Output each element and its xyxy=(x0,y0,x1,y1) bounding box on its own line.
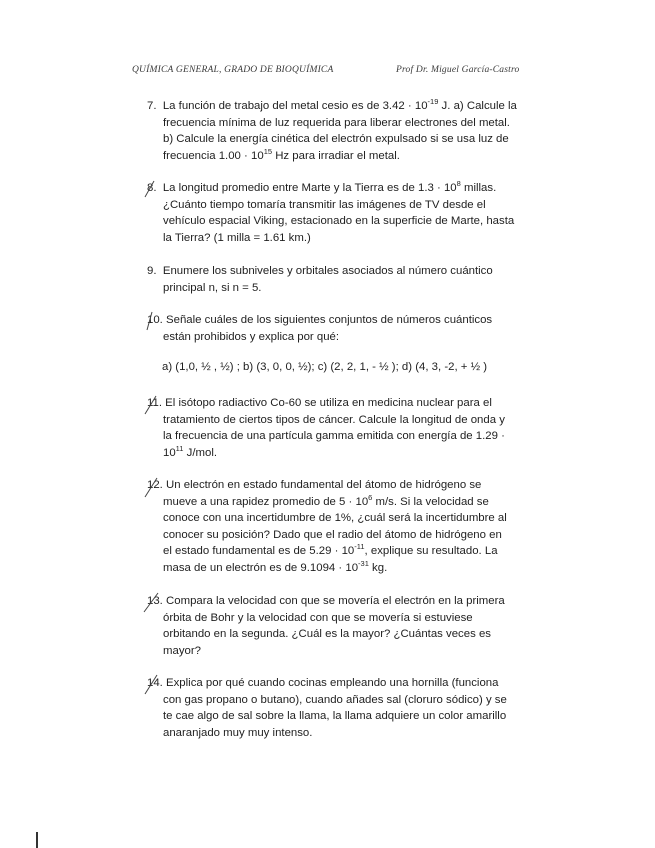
question-text: principal n, si n = 5. xyxy=(163,281,262,294)
question-number: 10. xyxy=(147,314,163,326)
question-text: la frecuencia de una partícula gamma emitida con energía de 1.29 · xyxy=(163,430,505,442)
question-text: tratamiento de ciertos tipos de cáncer. Calcule la longitud de onda y xyxy=(163,413,505,426)
question-text: Señale cuáles de los siguientes conjuntos de números cuánticos xyxy=(166,314,493,326)
question-text: ¿Cuánto tiempo tomaría transmitir las imágenes de TV desde el xyxy=(163,198,486,211)
question-text: conocer su posición? Dado que el radio del átomo de hidrógeno en xyxy=(163,528,502,541)
question-number: 13. xyxy=(147,595,163,607)
exponent: 11 xyxy=(175,443,184,453)
question-text: anaranjado muy muy intenso. xyxy=(163,726,313,739)
question-text: Un electrón en estado fundamental del átomo de hidrógeno se xyxy=(166,479,482,491)
question-text: frecuencia 1.00 · 10 xyxy=(163,149,264,162)
question-text: la Tierra? (1 milla = 1.61 km.) xyxy=(163,231,311,244)
question-12 xyxy=(147,477,535,576)
question-8 xyxy=(147,180,535,246)
question-text: están prohibidos y explica por qué: xyxy=(163,330,340,343)
exponent: 8 xyxy=(456,179,461,189)
question-text: mayor? xyxy=(163,644,201,657)
question-text: m/s. Si la velocidad se xyxy=(372,495,489,508)
course-header: QUÍMICA GENERAL, GRADO DE BIOQUÍMICA xyxy=(132,65,334,75)
question-number: 12. xyxy=(147,479,163,491)
question-text: b) Calcule la energía cinética del electrón expulsado si se usa luz de xyxy=(163,133,509,145)
question-text: te cae algo de sal sobre la llama, la llama adquiere un color amarillo xyxy=(163,710,507,722)
question-text: el estado fundamental es de 5.29 · 10 xyxy=(163,545,355,557)
question-text: La función de trabajo del metal cesio es de 3.42 · 10 xyxy=(162,100,428,112)
question-text: kg. xyxy=(368,561,388,574)
question-text: con gas propano o butano), cuando añades sal (cloruro sódico) y se xyxy=(163,693,507,706)
question-number: 7. xyxy=(147,100,157,112)
exponent: 15 xyxy=(263,146,273,156)
exponent: 6 xyxy=(368,492,373,502)
question-text: conoce con una incertidumbre de 1%, ¿cuál será la incertidumbre al xyxy=(163,512,507,524)
exponent: -19 xyxy=(427,97,439,107)
question-text: Enumere los subniveles y orbitales asociados al número cuántico xyxy=(162,265,493,277)
question-text: masa de un electrón es de 9.1094 · 10 xyxy=(163,561,359,574)
question-text: Compara la velocidad con que se movería el electrón en la primera xyxy=(166,595,505,607)
question-text: J/mol. xyxy=(183,446,218,459)
exponent: -31 xyxy=(358,558,369,568)
question-text: mueve a una rapidez promedio de 5 · 10 xyxy=(163,495,369,508)
question-text: J. a) Calcule la xyxy=(438,100,517,112)
question-number: 9. xyxy=(147,265,157,277)
question-10 xyxy=(147,312,535,345)
question-13 xyxy=(147,593,535,659)
question-9 xyxy=(147,263,535,296)
question-text: La longitud promedio entre Marte y la Tierra es de 1.3 · 10 xyxy=(162,182,457,194)
scan-edge-mark xyxy=(36,832,38,848)
question-number: 8. xyxy=(147,182,157,194)
question-text: frecuencia mínima de luz requerida para liberar electrones del metal. xyxy=(163,116,510,129)
question-text: 10 xyxy=(163,446,176,459)
question-text: millas. xyxy=(460,182,497,194)
quantum-number-sets: a) (1,0, ½ , ½) ; b) (3, 0, 0, ½); c) (2, 2, 1, - ½ ); d) (4, 3, -2, + ½ ) xyxy=(162,361,488,373)
professor-header: Prof Dr. Miguel García-Castro xyxy=(396,65,520,75)
question-text: El isótopo radiactivo Co-60 se utiliza en medicina nuclear para el xyxy=(165,397,492,409)
question-14 xyxy=(147,675,535,741)
exponent: -11 xyxy=(354,542,365,552)
question-text: , explique su resultado. La xyxy=(364,545,498,557)
question-text: orbitando en la segunda. ¿Cuál es la mayor? ¿Cuántas veces es xyxy=(163,628,491,640)
question-text: vehículo espacial Viking, estacionado en la superficie de Marte, hasta xyxy=(163,215,515,227)
question-number: 11. xyxy=(147,397,162,409)
question-11 xyxy=(147,395,535,461)
question-number: 14. xyxy=(147,677,163,689)
question-text: Explica por qué cuando cocinas empleando una hornilla (funciona xyxy=(166,677,499,689)
question-text: órbita de Bohr y la velocidad con que se movería si estuviese xyxy=(163,611,473,624)
question-text: Hz para irradiar el metal. xyxy=(272,149,400,162)
question-7 xyxy=(147,98,535,164)
